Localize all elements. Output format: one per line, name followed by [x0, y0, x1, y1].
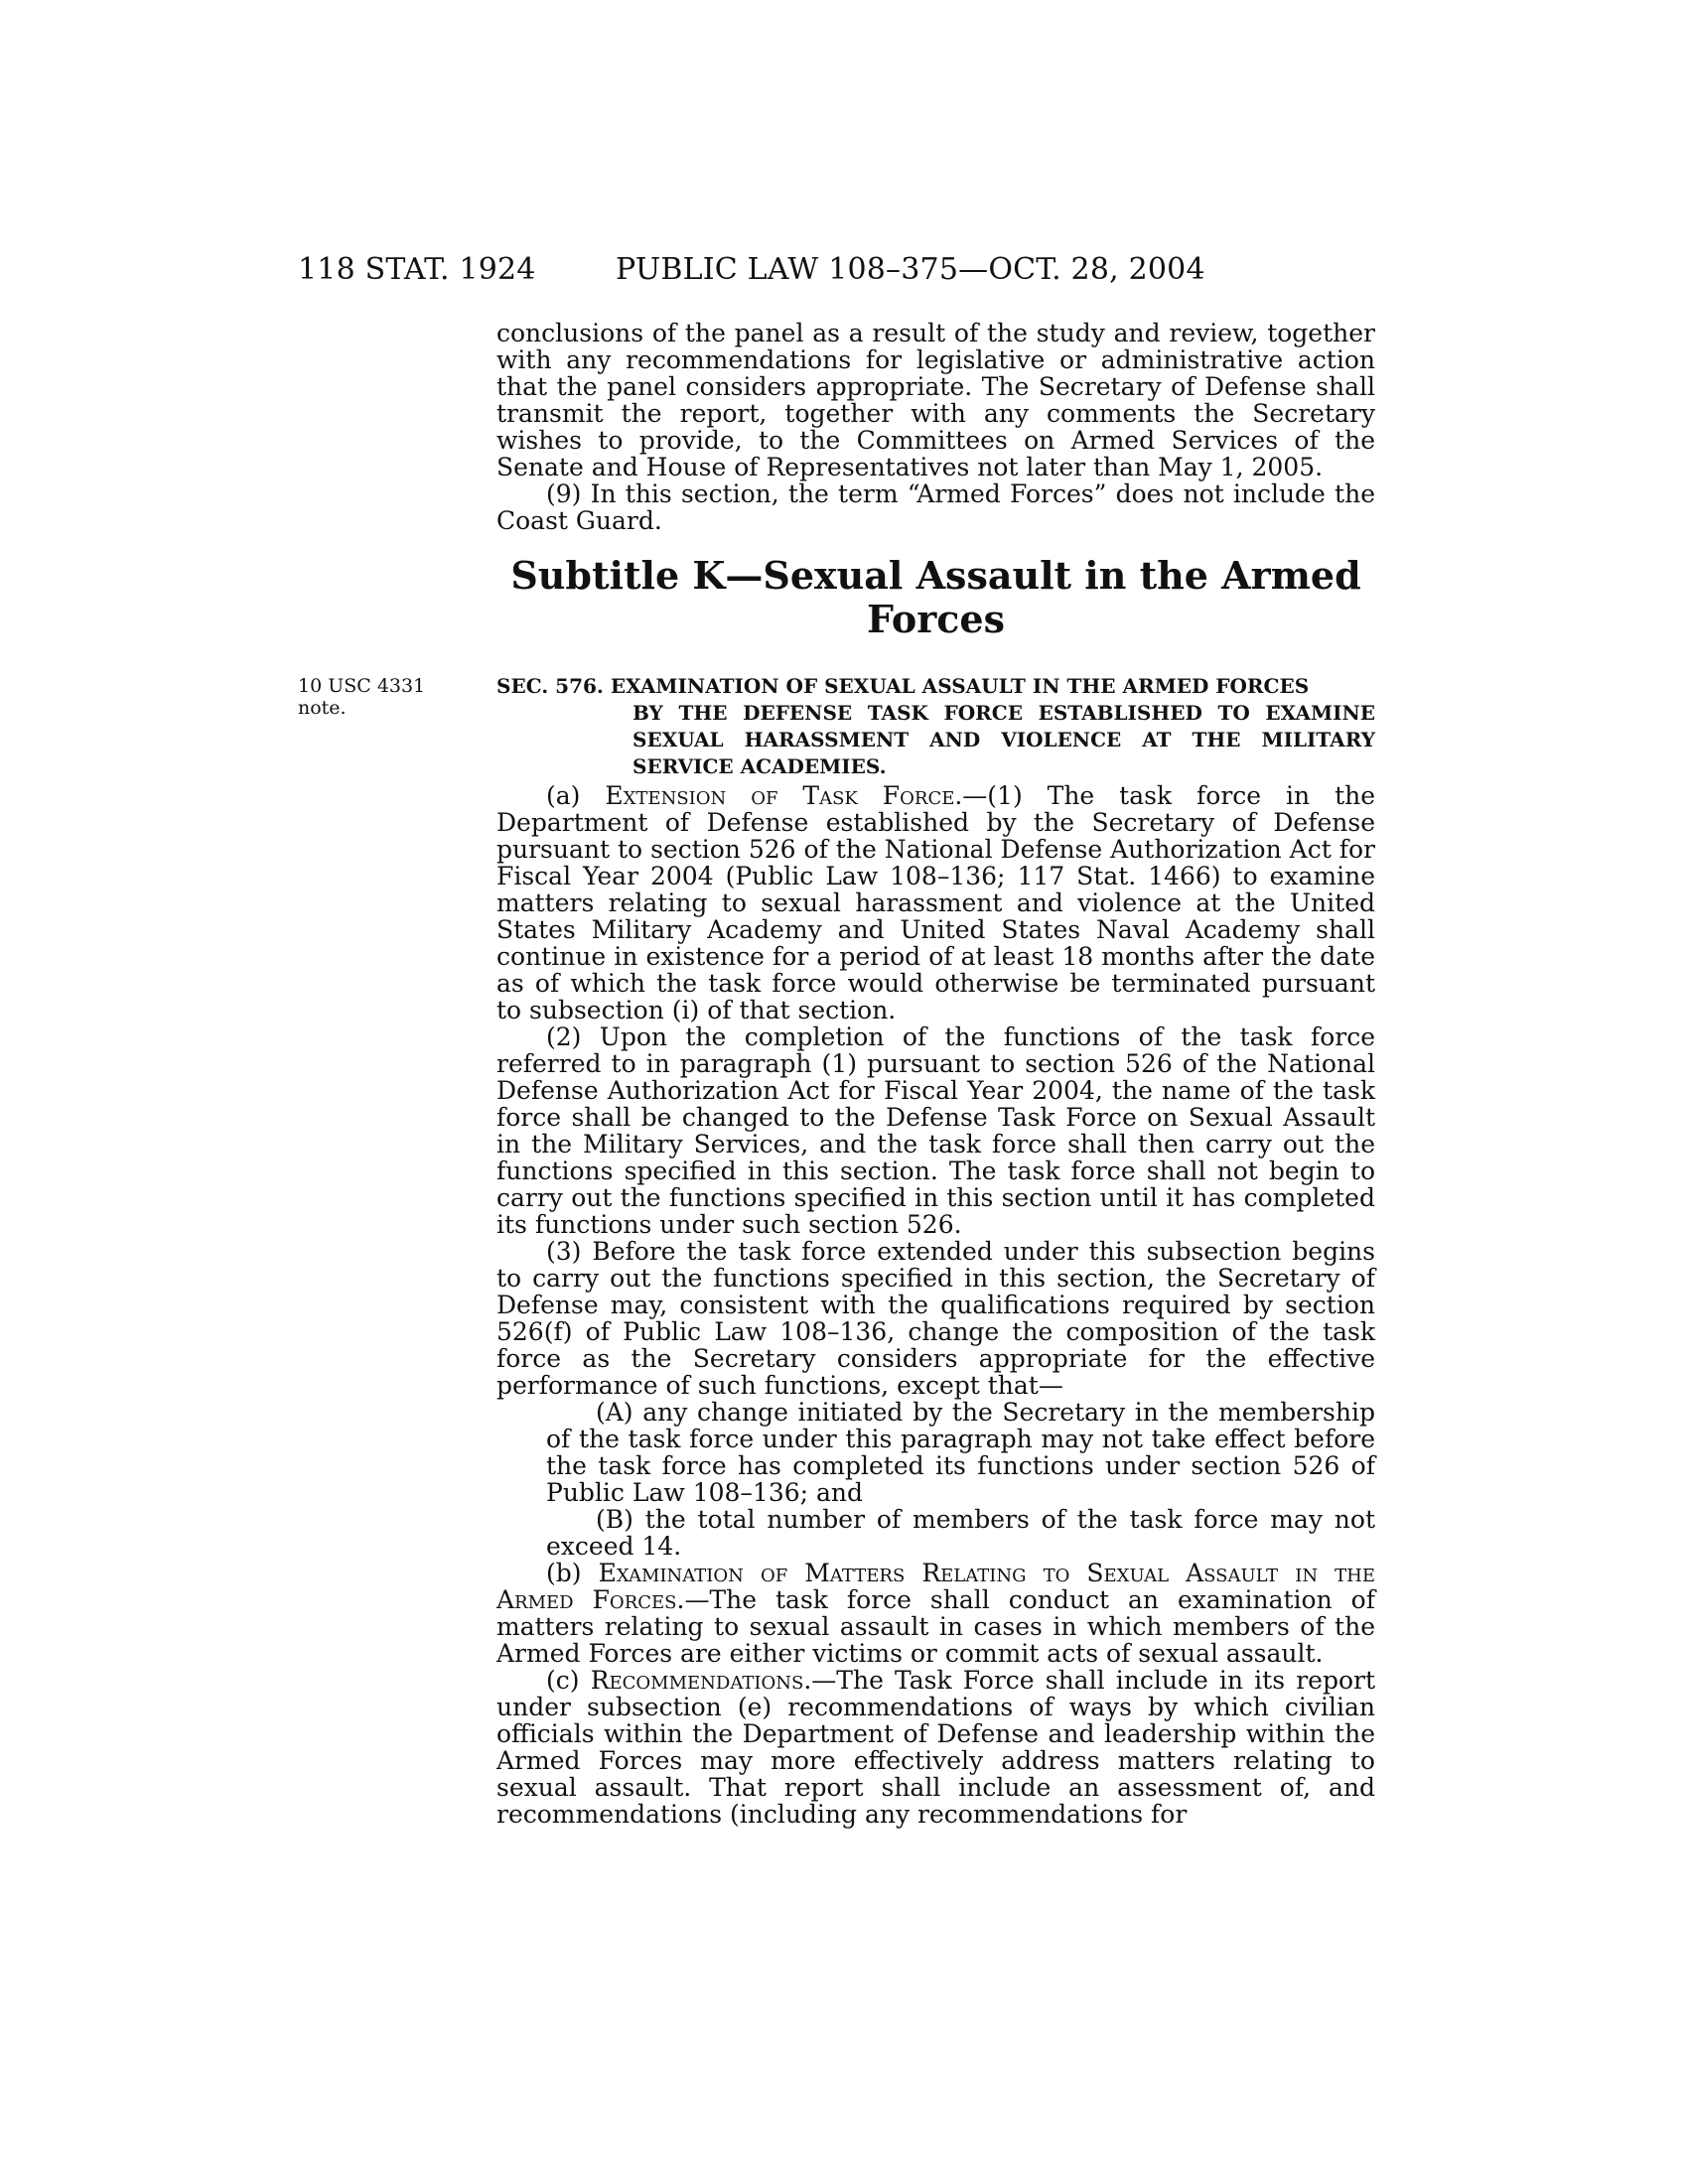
subsection-b-text: .—The task force shall conduct an examination of matters relating to sexual assault in cases in which members of the Armed Forces are either victims or commit acts of sexual assault. — [496, 1585, 1375, 1668]
subsection-b — [496, 1560, 1375, 1667]
margin-citation — [298, 675, 425, 719]
section-heading-lead: SEC. 576. EXAMINATION OF SEXUAL ASSAULT IN THE ARMED FORCES — [496, 674, 1310, 698]
subparagraph-a3-A: (A) any change initiated by the Secretary in the membership of the task force under this paragraph may not take effect before the task force has completed its functions under section 526 of Public Law 108–136; and — [546, 1398, 1375, 1507]
top-text-block — [496, 320, 1375, 534]
paragraph-continuation: conclusions of the panel as a result of the study and review, together with any recommendations for legislative or administrative action that the panel considers appropriate. The Secretary of Defense shall transmit the report, together with any comments the Secretary wishes to provide, to the Committees on Armed Services of the Senate and House of Representatives not later than May 1, 2005. — [496, 319, 1375, 481]
subsection-a-heading: Extension of Task Force — [605, 781, 955, 810]
section-heading — [496, 673, 1375, 780]
margin-citation-line1: 10 USC 4331 — [298, 675, 426, 697]
subsection-a — [496, 782, 1375, 1024]
subsection-c-label: (c) — [546, 1666, 591, 1695]
paragraph-a3: (3) Before the task force extended under this subsection begins to carry out the functions specified in this section, the Secretary of Defense may, consistent with the qualifications required by section 526(f) of Public Law 108–136, change the composition of the task force as the Secretary considers appropriate for the effective performance of such functions, except that— — [496, 1237, 1375, 1400]
subtitle-heading: Subtitle K—Sexual Assault in the Armed Forces — [510, 553, 1361, 641]
section-body — [496, 782, 1375, 1828]
subparagraph-a3-B: (B) the total number of members of the task force may not exceed 14. — [546, 1505, 1375, 1561]
subsection-c-heading: Recommendations — [590, 1666, 804, 1695]
section-heading-continued: BY THE DEFENSE TASK FORCE ESTABLISHED TO EXAMINE SEXUAL HARASSMENT AND VIOLENCE AT THE MILITARY SERVICE ACADEMIES. — [633, 701, 1375, 778]
margin-citation-line2: note. — [298, 697, 347, 719]
paragraph-a2: (2) Upon the completion of the functions of the task force referred to in paragraph (1) pursuant to section 526 of the National Defense Authorization Act for Fiscal Year 2004, the name of the task force shall be changed to the Defense Task Force on Sexual Assault in the Military Services, and the task force shall then carry out the functions specified in this section. The task force shall not begin to carry out the functions specified in this section until it has completed its functions under such section 526. — [496, 1023, 1375, 1239]
subsection-c-text: .—The Task Force shall include in its report under subsection (e) recommendations of ways by which civilian officials within the Department of Defense and leadership within the Armed Forces may more effectively address matters relating to sexual assault. That report shall include an assessment of, and recommendations (including any recommendations for — [496, 1666, 1375, 1829]
subsection-c — [496, 1667, 1375, 1828]
subsection-b-heading: Examination of Matters Relating to Sexual Assault in the Armed Forces — [496, 1559, 1375, 1614]
page-stat-citation: 118 STAT. 1924 — [298, 252, 536, 287]
subsection-a-label: (a) — [546, 781, 606, 810]
subsection-a-text: .—(1) The task force in the Department of Defense established by the Secretary of Defense pursuant to section 526 of the National Defense Authorization Act for Fiscal Year 2004 (Public Law 108–136; 117 Stat. 1466) to examine matters relating to sexual harassment and violence at the United States Military Academy and United States Naval Academy shall continue in existence for a period of at least 18 months after the date as of which the task force would otherwise be terminated pursuant to subsection (i) of that section. — [496, 781, 1376, 1024]
running-header: PUBLIC LAW 108–375—OCT. 28, 2004 — [616, 252, 1205, 287]
paragraph-9: (9) In this section, the term “Armed Forces” does not include the Coast Guard. — [496, 479, 1375, 535]
subsection-b-label: (b) — [546, 1559, 599, 1587]
